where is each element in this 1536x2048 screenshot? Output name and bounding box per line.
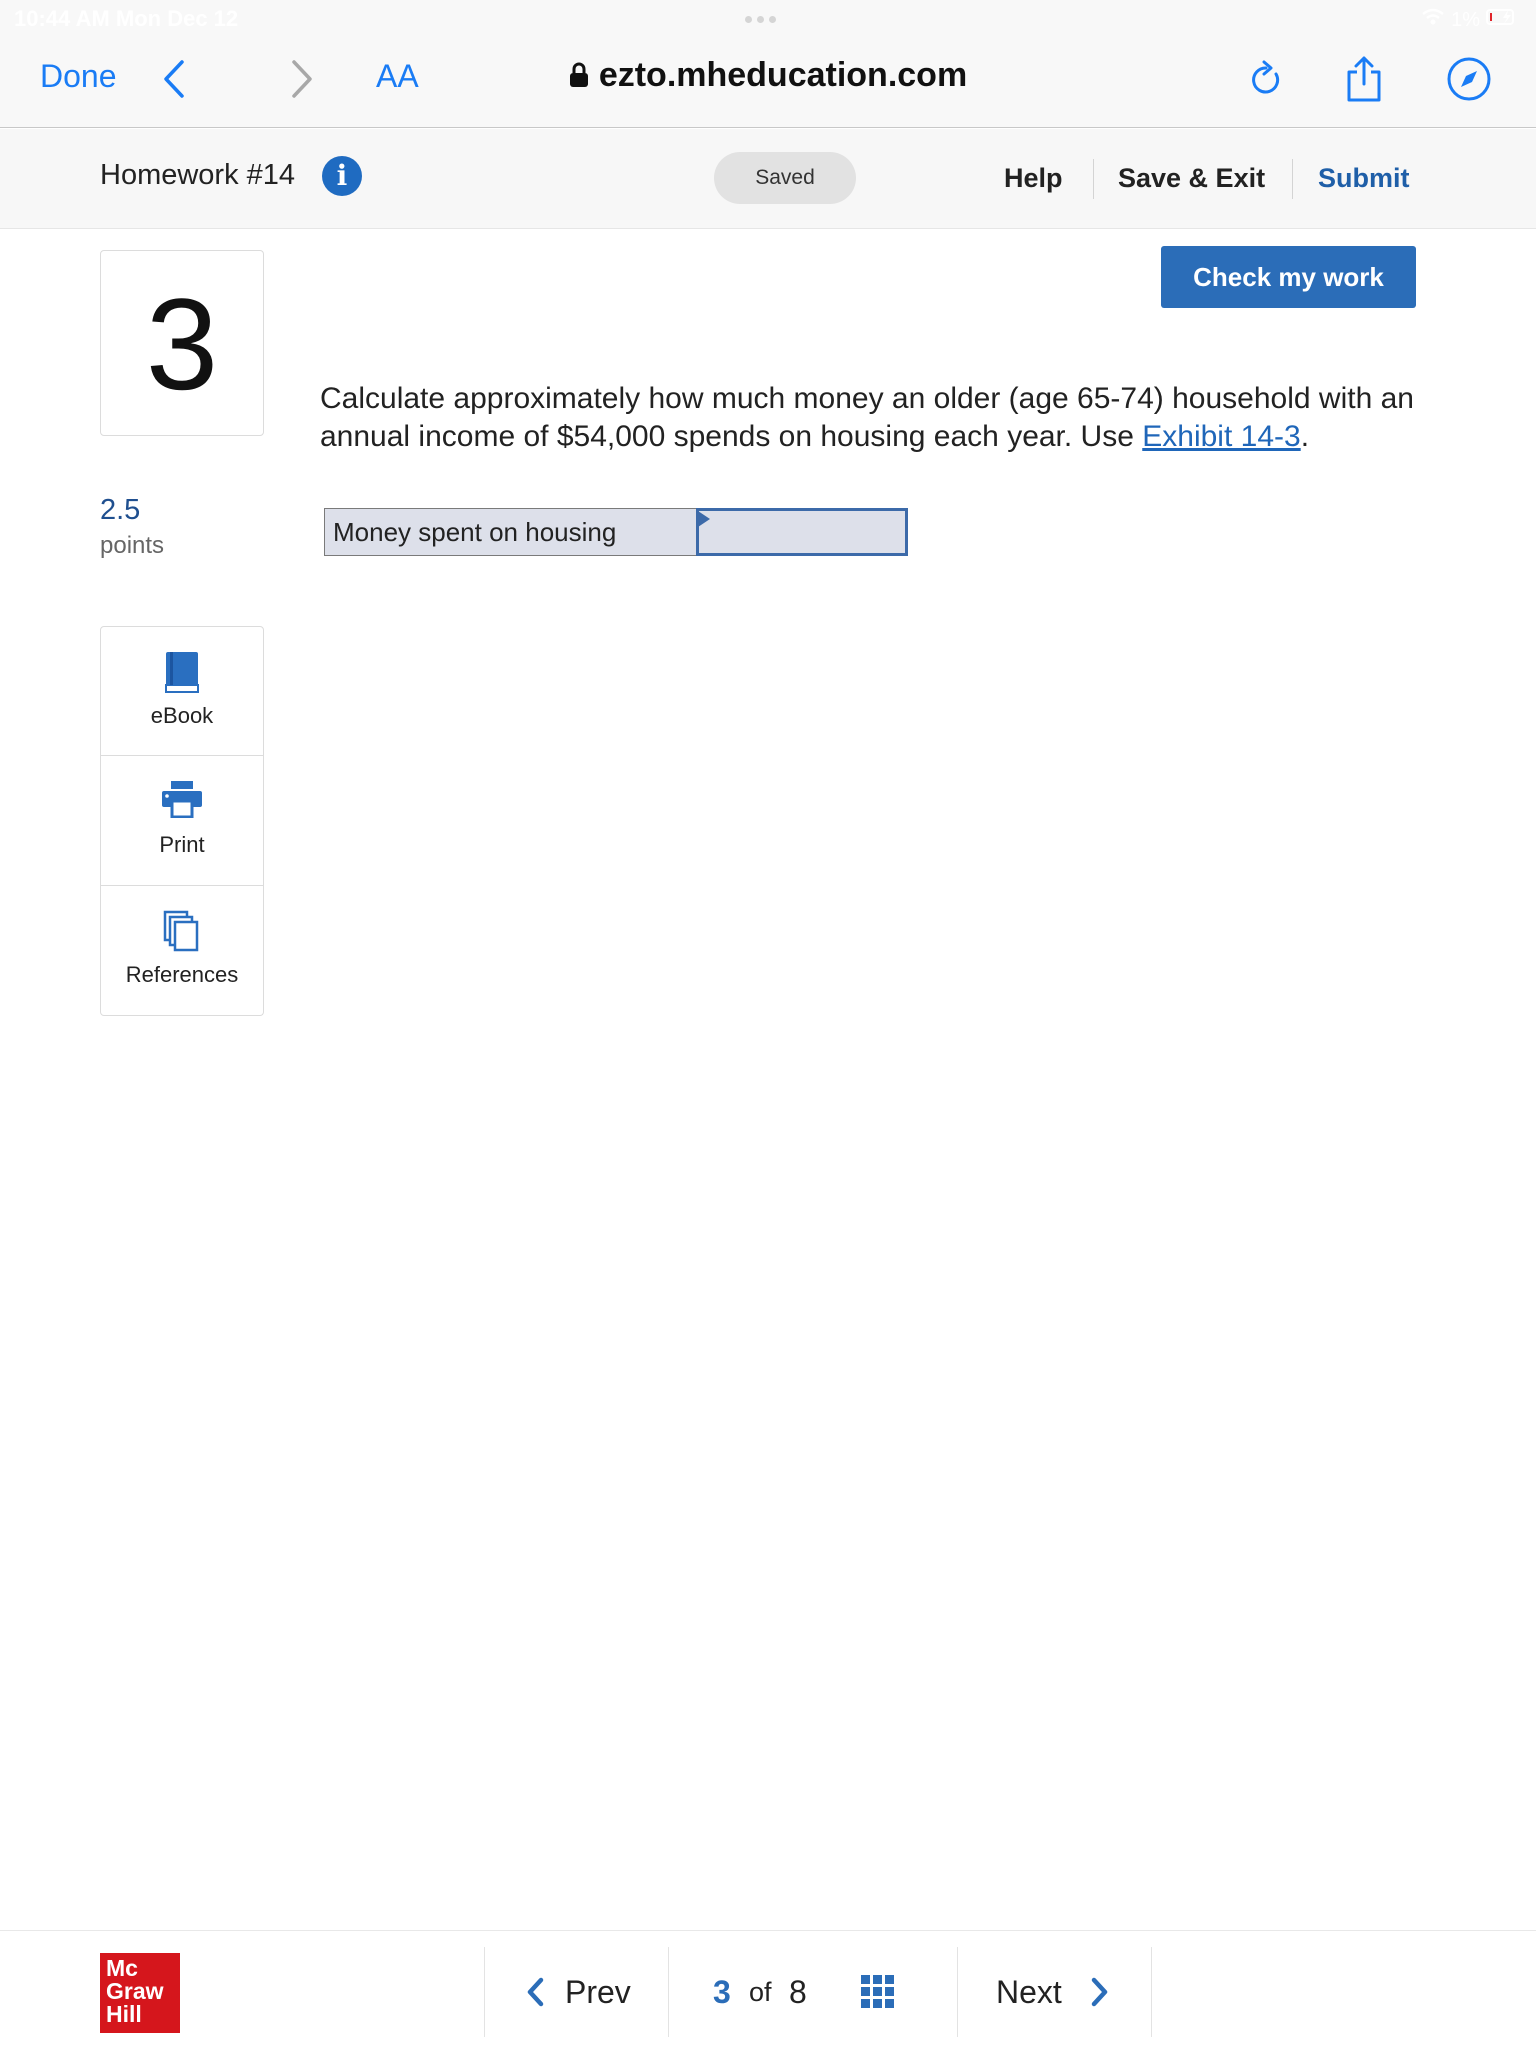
prev-button[interactable] bbox=[484, 1947, 668, 2037]
ebook-button[interactable] bbox=[100, 626, 264, 756]
status-bar bbox=[0, 0, 1536, 40]
status-time: 10:44 AM Mon Dec 12 bbox=[14, 6, 239, 31]
lock-icon bbox=[569, 58, 589, 97]
print-button[interactable] bbox=[100, 756, 264, 886]
total-pages: 8 bbox=[789, 1974, 807, 2010]
page-indicator[interactable] bbox=[668, 1947, 958, 2037]
points-label: points bbox=[100, 532, 165, 559]
print-label: Print bbox=[159, 832, 205, 857]
status-indicators bbox=[1421, 8, 1520, 32]
url-text: ezto.mheducation.com bbox=[598, 56, 968, 94]
submit-button[interactable]: Submit bbox=[1318, 163, 1410, 193]
share-icon[interactable] bbox=[1344, 54, 1384, 109]
footer-nav bbox=[0, 1930, 1536, 2048]
answer-label: Money spent on housing bbox=[333, 517, 617, 547]
check-my-work-button[interactable]: Check my work bbox=[1161, 246, 1416, 308]
assignment-header bbox=[0, 129, 1536, 229]
homework-title: Homework #14 bbox=[100, 159, 296, 191]
book-icon bbox=[101, 651, 263, 693]
answer-row bbox=[324, 508, 906, 556]
divider bbox=[1292, 159, 1293, 199]
reload-icon[interactable] bbox=[1248, 60, 1284, 105]
multitask-dots[interactable] bbox=[745, 16, 776, 23]
mcgraw-hill-logo: Mc Graw Hill bbox=[100, 1953, 180, 2033]
grid-icon[interactable] bbox=[861, 1975, 895, 2014]
address-bar[interactable] bbox=[0, 56, 1536, 97]
saved-status-badge: Saved bbox=[714, 152, 856, 204]
info-icon[interactable]: i bbox=[322, 156, 362, 196]
help-button[interactable]: Help bbox=[1004, 163, 1063, 193]
exhibit-link[interactable]: Exhibit 14-3 bbox=[1142, 420, 1301, 453]
points-value: 2.5 bbox=[100, 494, 141, 526]
battery-percent: 1% bbox=[1451, 8, 1480, 31]
ebook-label: eBook bbox=[150, 703, 214, 728]
done-button[interactable]: Done bbox=[40, 58, 117, 94]
printer-icon bbox=[101, 780, 263, 818]
question-text bbox=[320, 380, 1440, 456]
question-body: Calculate approximately how much money an older (age 65-74) household with an annual income of $54,000 spends on housing each year. Use bbox=[320, 382, 1414, 453]
divider bbox=[1093, 159, 1094, 199]
references-button[interactable] bbox=[100, 886, 264, 1016]
of-label: of bbox=[749, 1977, 772, 2007]
question-end: . bbox=[1300, 420, 1310, 453]
question-number: 3 bbox=[100, 250, 264, 436]
text-size-button[interactable]: AA bbox=[376, 58, 419, 94]
chevron-right-icon bbox=[1090, 1977, 1110, 2012]
battery-icon bbox=[1486, 8, 1520, 32]
chevron-left-icon bbox=[525, 1977, 545, 2012]
prev-label: Prev bbox=[565, 1974, 631, 2010]
compass-icon[interactable] bbox=[1446, 56, 1492, 107]
next-label: Next bbox=[996, 1974, 1062, 2010]
answer-flag-icon bbox=[698, 511, 710, 527]
references-label: References bbox=[125, 962, 239, 987]
save-exit-button[interactable]: Save & Exit bbox=[1118, 163, 1266, 193]
current-page: 3 bbox=[713, 1974, 731, 2010]
wifi-icon bbox=[1421, 8, 1445, 32]
next-button[interactable] bbox=[958, 1947, 1152, 2037]
copy-icon bbox=[101, 910, 263, 952]
answer-input[interactable] bbox=[696, 508, 908, 556]
browser-toolbar bbox=[0, 40, 1536, 128]
